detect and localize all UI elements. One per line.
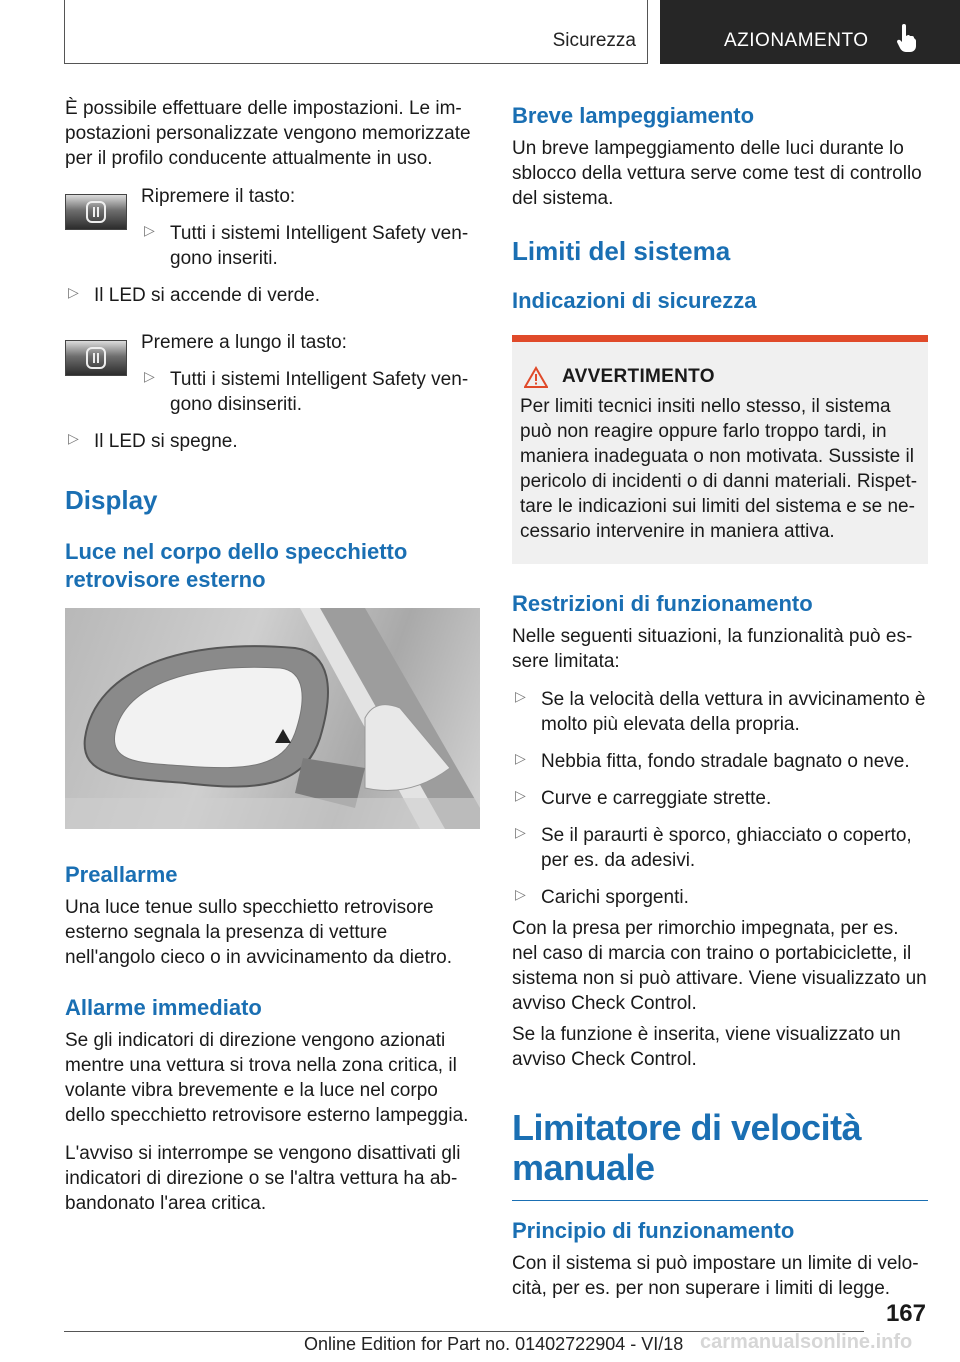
edition-text: Online Edition for Part no. 01402722904 - VI/18: [304, 1334, 684, 1354]
list-item-text: Curve e carreggiate strette.: [541, 788, 772, 809]
triangle-bullet-icon: ▷: [515, 886, 526, 902]
list-item: [512, 786, 928, 811]
principle-heading: Principio di funzionamento: [512, 1218, 795, 1243]
hand-pointer-icon: [896, 24, 918, 52]
list-item-text: Carichi sporgenti.: [541, 887, 689, 908]
prealarm-heading: Preallarme: [65, 862, 178, 887]
right-column: [512, 96, 928, 1314]
limiter-heading: Limitatore di velocità manuale: [512, 1107, 862, 1188]
button-row-press-long: [65, 330, 480, 417]
intelligent-safety-button-icon: [65, 340, 127, 376]
section-label: Sicurezza: [552, 30, 636, 51]
triangle-bullet-icon: ▷: [144, 368, 155, 384]
triangle-bullet-icon: ▷: [515, 750, 526, 766]
list-item: [512, 885, 928, 910]
principle-text: Con il sistema si può impostare un limite di velocità, per es. per non superare i limiti di legge.: [512, 1253, 919, 1299]
heading-rule: [512, 1200, 928, 1201]
trailer-text: Con la presa per rimorchio impegnata, per es. nel caso di marcia con traino o portabiciclette, il sistema non si può attivare. Viene visualizzato un avviso Check Control.: [512, 918, 927, 1014]
prealarm-text: Una luce tenue sullo specchietto retrovisore esterno segnala la presenza di vetture nell'angolo cieco o in avvicinamento da dietro.: [65, 897, 453, 968]
triangle-bullet-icon: ▷: [144, 222, 155, 238]
limits-heading: Limiti del sistema: [512, 236, 731, 266]
list-item: [512, 823, 928, 873]
display-heading: Display: [65, 485, 158, 515]
flash-text: Un breve lampeggiamento delle luci durante lo sblocco della vettura serve come test di controllo del sistema.: [512, 138, 922, 209]
mirror-photo: [65, 608, 480, 829]
restrictions-intro: Nelle seguenti situazioni, la funzionalità può essere limitata:: [512, 626, 913, 672]
warning-header: [520, 366, 920, 388]
list-item-text: Se la velocità della vettura in avvicinamento è molto più elevata della propria.: [541, 689, 926, 735]
list-item: [512, 687, 928, 737]
mirror-heading: Luce nel corpo dello specchietto retrovisore esterno: [65, 539, 408, 592]
list-item: [141, 221, 480, 271]
warning-triangle-icon: [524, 366, 548, 388]
button-row-press-again: [65, 184, 480, 271]
press-again-text: Ripremere il tasto:: [141, 186, 296, 207]
watermark: carmanualsonline.info: [700, 1331, 913, 1353]
warning-title: AVVERTIMENTO: [562, 366, 715, 387]
list-item-text: Tutti i sistemi Intelligent Safety vengono inseriti.: [170, 223, 469, 269]
left-column: [65, 96, 480, 1229]
press-long-text: Premere a lungo il tasto:: [141, 332, 347, 353]
chapter-tab: [660, 0, 960, 64]
triangle-bullet-icon: ▷: [68, 284, 79, 300]
intro-paragraph: È possibile effettuare delle impostazioni. Le impostazioni personalizzate vengono memorizzate per il profilo conducente attualmente in uso.: [65, 98, 471, 169]
warning-text: Per limiti tecnici insiti nello stesso, il sistema può non reagire oppure farlo troppo tardi, in maniera inadeguata o non motivata. Sussiste il pericolo di incidenti o di danni materiali. Rispettare le indicazioni sui limiti del sistema e se necessario intervenire in maniera attiva.: [520, 396, 918, 542]
immediate-alarm-text-2: L'avviso si interrompe se vengono disattivati gli indicatori di direzione o se l'altra vettura ha abbandonato l'area critica.: [65, 1143, 461, 1214]
flash-heading: Breve lampeggiamento: [512, 103, 755, 128]
list-item-text: Il LED si spegne.: [94, 431, 238, 452]
intelligent-safety-button-icon: [65, 194, 127, 230]
list-item-text: Nebbia fitta, fondo stradale bagnato o neve.: [541, 751, 910, 772]
triangle-bullet-icon: ▷: [515, 688, 526, 704]
triangle-bullet-icon: ▷: [515, 787, 526, 803]
list-item: [65, 283, 480, 308]
list-item-text: Il LED si accende di verde.: [94, 285, 321, 306]
immediate-alarm-heading: Allarme immediato: [65, 995, 262, 1020]
list-item: [65, 429, 480, 454]
list-item: [141, 367, 480, 417]
enabled-text: Se la funzione è inserita, viene visualizzato un avviso Check Control.: [512, 1024, 901, 1070]
list-item-text: Tutti i sistemi Intelligent Safety vengono disinseriti.: [170, 369, 469, 415]
list-item: [512, 749, 928, 774]
page-number: 167: [885, 1300, 926, 1327]
triangle-bullet-icon: ▷: [68, 430, 79, 446]
list-item-text: Se il paraurti è sporco, ghiacciato o coperto, per es. da adesivi.: [541, 825, 912, 871]
safety-heading: Indicazioni di sicurezza: [512, 288, 757, 313]
warning-box: [512, 335, 928, 564]
side-mirror-illustration: [65, 608, 480, 829]
restrictions-heading: Restrizioni di funzionamento: [512, 591, 813, 616]
triangle-bullet-icon: ▷: [515, 824, 526, 840]
chapter-label: AZIONAMENTO: [724, 30, 869, 51]
immediate-alarm-text: Se gli indicatori di direzione vengono azionati mentre una vettura si trova nella zona critica, il volante vibra brevemente e la luce nel corpo dello specchietto retrovisore esterno lampeggia.: [65, 1030, 469, 1126]
